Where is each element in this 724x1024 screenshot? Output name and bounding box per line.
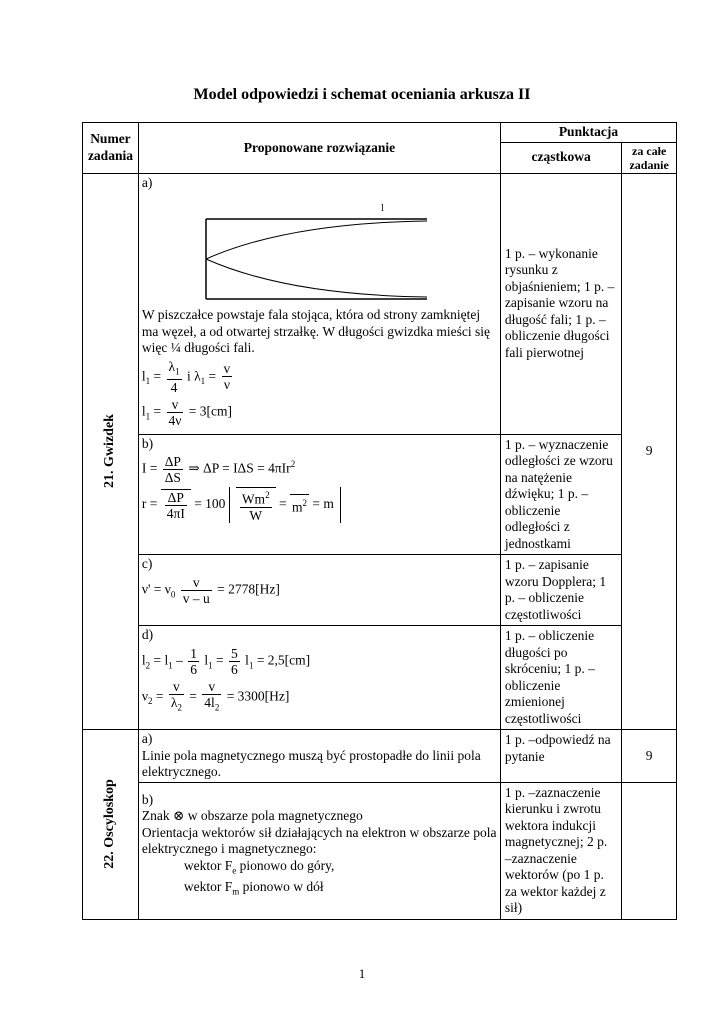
task-21b-eq2: r = $\frac{\Delta P}{4\pi I}$ = 100 $\frac{Wm^2}{W}$ = $m^2 = m$ — [142, 487, 497, 523]
task-21c-scoring: 1 p. – zapisanie wzoru Dopplera; 1 p. – obliczenie częstotliwości — [500, 555, 621, 626]
task-22-label-cell — [83, 730, 139, 920]
task-22a-scoring: 1 p. –odpowiedź na pytanie — [500, 730, 621, 783]
header-czastkowa: cząstkowa — [500, 142, 621, 173]
figure-label: l — [380, 203, 384, 214]
task-22a-solution — [138, 730, 500, 783]
task-22-label: 22. Oscyloskop — [102, 779, 118, 869]
task-21-label-cell — [83, 173, 139, 730]
page-number: 1 — [358, 966, 366, 981]
task-22-total: 9 — [622, 730, 677, 783]
task-21c-eq: $\nu' = \nu_0$ $\frac{v}{v - u}$ = 2778[Hz] — [141, 574, 280, 606]
wave-lower-curve — [206, 259, 427, 297]
task-22b-line3: wektor $F_e$ pionowo do góry, — [183, 857, 335, 876]
task-21a-eq2: $l_1$ = $\frac{v}{4\nu}$ = 3[cm] — [141, 397, 232, 429]
task-21d-eq2: $\nu_2$ = $\frac{v}{\lambda_2}$ = $\frac{v}{4l_2}$ = 3300[Hz] — [141, 678, 290, 713]
header-numer: Numer zadania — [83, 123, 139, 174]
header-rozwiazanie: Proponowane rozwiązanie — [138, 123, 500, 174]
wave-upper-curve — [206, 221, 427, 259]
task-21c-solution — [138, 555, 500, 626]
task-21b-solution — [138, 434, 500, 555]
task-21d-eq1: $l_2 = l_1$ – $\frac{1}{6}$ $l_1$ = $\frac{5}{6}$ $l_1 = 2,5[cm]$ — [141, 645, 311, 677]
task-21c-letter: c) — [141, 556, 153, 571]
task-21a-letter: a) — [141, 174, 153, 190]
answer-table — [82, 122, 677, 920]
task-21a-text: W piszczałce powstaje fala stojąca, która od strony zamkniętej ma węzeł, a od otwartej strzałkę. W długości gwizdka mieści się więc ¼ długości fali. — [141, 307, 491, 355]
page-title: Model odpowiedzi i schemat oceniania arkusza II — [193, 86, 531, 103]
task-22b-line2: Orientacja wektorów sił działających na elektron w obszarze pola elektrycznego i magnetycznego: — [141, 824, 497, 856]
task-21a-scoring: 1 p. – wykonanie rysunku z objaśnieniem; 1 p. – zapisanie wzoru na długość fali; 1 p. – obliczenie długości fali pierwotnej — [500, 173, 621, 434]
task-21b-scoring: 1 p. – wyznaczenie odległości ze wzoru na natężenie dźwięku; 1 p. – obliczenie odległości z jednostkami — [500, 434, 621, 555]
task-22a-letter: a) — [141, 731, 153, 746]
task-22b-scoring: 1 p. –zaznaczenie kierunku i zwrotu wektora indukcji magnetycznej; 2 p. –zaznaczenie wektorów (po 1 p. za wektor każdej z sił) — [500, 782, 621, 919]
task-22b-solution — [138, 782, 500, 919]
task-21d-scoring: 1 p. – obliczenie długości po skróceniu; 1 p. – obliczenie zmienionej częstotliwości — [500, 626, 621, 730]
task-21-label: 21. Gwizdek — [102, 414, 118, 489]
task-22a-text: Linie pola magnetycznego muszą być prostopadłe do linii pola elektrycznego. — [141, 747, 481, 779]
task-22b-line1: Znak ⊗ w obszarze pola magnetycznego — [141, 808, 363, 823]
task-22b-letter: b) — [141, 791, 154, 807]
task-21b-letter: b) — [141, 435, 154, 451]
cross-into-page-icon: ⊗ — [173, 808, 185, 823]
header-punktacja: Punktacja — [500, 123, 676, 143]
task-22b-line4: wektor $F_m$ pionowo w dół — [183, 878, 324, 897]
task-21d-letter: d) — [141, 627, 154, 642]
task-21b-eq1: I = $\frac{\Delta P}{\Delta S}$ ⇒ ΔP = IΔS = 4πIr$^2$ — [141, 454, 296, 485]
standing-wave-figure — [197, 191, 497, 301]
task-22b-total-empty — [622, 782, 677, 919]
task-21a-solution — [138, 173, 500, 434]
task-21-total: 9 — [622, 173, 677, 730]
task-21d-solution — [138, 626, 500, 730]
task-21a-eq1: $l_1$ = $\frac{\lambda_1}{4}$ i $\lambda_1$ = $\frac{v}{\nu}$ — [141, 358, 231, 396]
header-zacale: za całe zadanie — [622, 142, 677, 173]
